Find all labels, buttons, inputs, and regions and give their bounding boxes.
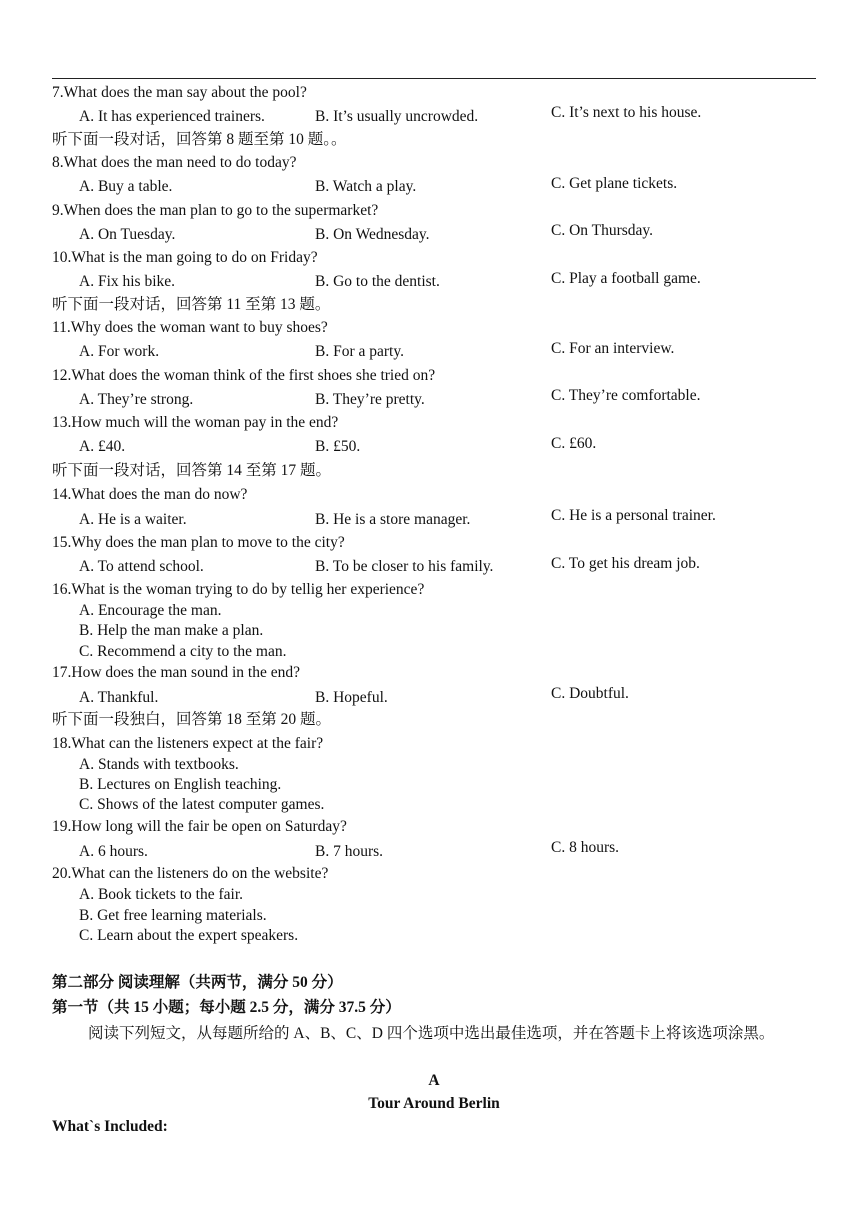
question-9-option-c: C. On Thursday. — [551, 222, 654, 239]
question-15-option-b: B. To be closer to his family. — [315, 558, 494, 575]
question-7-stem: 7.What does the man say about the pool? — [52, 84, 307, 101]
question-18-option-b: B. Lectures on English teaching. — [79, 776, 282, 793]
question-10-stem: 10.What is the man going to do on Friday? — [52, 249, 318, 266]
passage-letter: A — [428, 1072, 440, 1089]
question-14-option-c: C. He is a personal trainer. — [551, 507, 716, 524]
question-17-option-c: C. Doubtful. — [551, 685, 629, 702]
question-13-option-a: A. £40. — [79, 438, 126, 455]
part-two-title: 第二部分 阅读理解（共两节，满分 50 分） — [52, 974, 343, 991]
question-16-option-a: A. Encourage the man. — [79, 602, 222, 619]
question-13-option-c: C. £60. — [551, 435, 597, 452]
question-19-option-c: C. 8 hours. — [551, 839, 620, 856]
section-one-title: 第一节（共 15 小题；每小题 2.5 分，满分 37.5 分） — [52, 999, 401, 1016]
question-20-option-b: B. Get free learning materials. — [79, 907, 267, 924]
question-8-stem: 8.What does the man need to do today? — [52, 154, 297, 171]
question-7-option-c: C. It’s next to his house. — [551, 104, 702, 121]
question-20-option-c: C. Learn about the expert speakers. — [79, 927, 299, 944]
question-12-option-a: A. They’re strong. — [79, 391, 194, 408]
question-13-stem: 13.How much will the woman pay in the end? — [52, 414, 339, 431]
question-18-stem: 18.What can the listeners expect at the fair? — [52, 735, 324, 752]
question-19-option-a: A. 6 hours. — [79, 843, 148, 860]
question-9-option-a: A. On Tuesday. — [79, 226, 176, 243]
question-17-option-b: B. Hopeful. — [315, 689, 388, 706]
question-10-option-b: B. Go to the dentist. — [315, 273, 440, 290]
question-20-stem: 20.What can the listeners do on the website? — [52, 865, 329, 882]
question-14-option-a: A. He is a waiter. — [79, 511, 187, 528]
question-11-stem: 11.Why does the woman want to buy shoes? — [52, 319, 328, 336]
instruction-8-10: 听下面一段对话，回答第 8 题至第 10 题。。 — [52, 131, 347, 148]
question-12-stem: 12.What does the woman think of the first shoes she tried on? — [52, 367, 436, 384]
question-15-option-a: A. To attend school. — [79, 558, 204, 575]
top-rule — [52, 78, 816, 79]
question-19-stem: 19.How long will the fair be open on Saturday? — [52, 818, 347, 835]
question-15-option-c: C. To get his dream job. — [551, 555, 700, 572]
instruction-18-20: 听下面一段独白，回答第 18 至第 20 题。 — [52, 711, 332, 728]
question-12-option-c: C. They’re comfortable. — [551, 387, 701, 404]
question-18-option-a: A. Stands with textbooks. — [79, 756, 239, 773]
question-13-option-b: B. £50. — [315, 438, 361, 455]
question-17-option-a: A. Thankful. — [79, 689, 159, 706]
reading-instructions: 阅读下列短文，从每题所给的 A、B、C、D 四个选项中选出最佳选项，并在答题卡上将该选项涂黑。 — [88, 1025, 775, 1042]
passage-title: Tour Around Berlin — [368, 1095, 500, 1112]
question-9-stem: 9.When does the man plan to go to the supermarket? — [52, 202, 379, 219]
question-15-stem: 15.Why does the man plan to move to the city? — [52, 534, 345, 551]
question-19-option-b: B. 7 hours. — [315, 843, 384, 860]
question-8-option-b: B. Watch a play. — [315, 178, 417, 195]
question-16-option-c: C. Recommend a city to the man. — [79, 643, 287, 660]
question-10-option-c: C. Play a football game. — [551, 270, 701, 287]
question-14-stem: 14.What does the man do now? — [52, 486, 248, 503]
question-17-stem: 17.How does the man sound in the end? — [52, 664, 300, 681]
question-9-option-b: B. On Wednesday. — [315, 226, 430, 243]
question-16-stem: 16.What is the woman trying to do by tellig her experience? — [52, 581, 425, 598]
whats-included-heading: What`s Included: — [52, 1118, 168, 1135]
question-8-option-c: C. Get plane tickets. — [551, 175, 678, 192]
question-20-option-a: A. Book tickets to the fair. — [79, 886, 244, 903]
question-11-option-c: C. For an interview. — [551, 340, 675, 357]
question-14-option-b: B. He is a store manager. — [315, 511, 471, 528]
instruction-11-13: 听下面一段对话，回答第 11 至第 13 题。 — [52, 296, 331, 313]
question-11-option-b: B. For a party. — [315, 343, 404, 360]
question-16-option-b: B. Help the man make a plan. — [79, 622, 264, 639]
question-8-option-a: A. Buy a table. — [79, 178, 173, 195]
question-12-option-b: B. They’re pretty. — [315, 391, 425, 408]
question-10-option-a: A. Fix his bike. — [79, 273, 176, 290]
question-11-option-a: A. For work. — [79, 343, 160, 360]
question-7-option-b: B. It’s usually uncrowded. — [315, 108, 479, 125]
question-18-option-c: C. Shows of the latest computer games. — [79, 796, 325, 813]
question-7-option-a: A. It has experienced trainers. — [79, 108, 265, 125]
instruction-14-17: 听下面一段对话，回答第 14 至第 17 题。 — [52, 462, 332, 479]
